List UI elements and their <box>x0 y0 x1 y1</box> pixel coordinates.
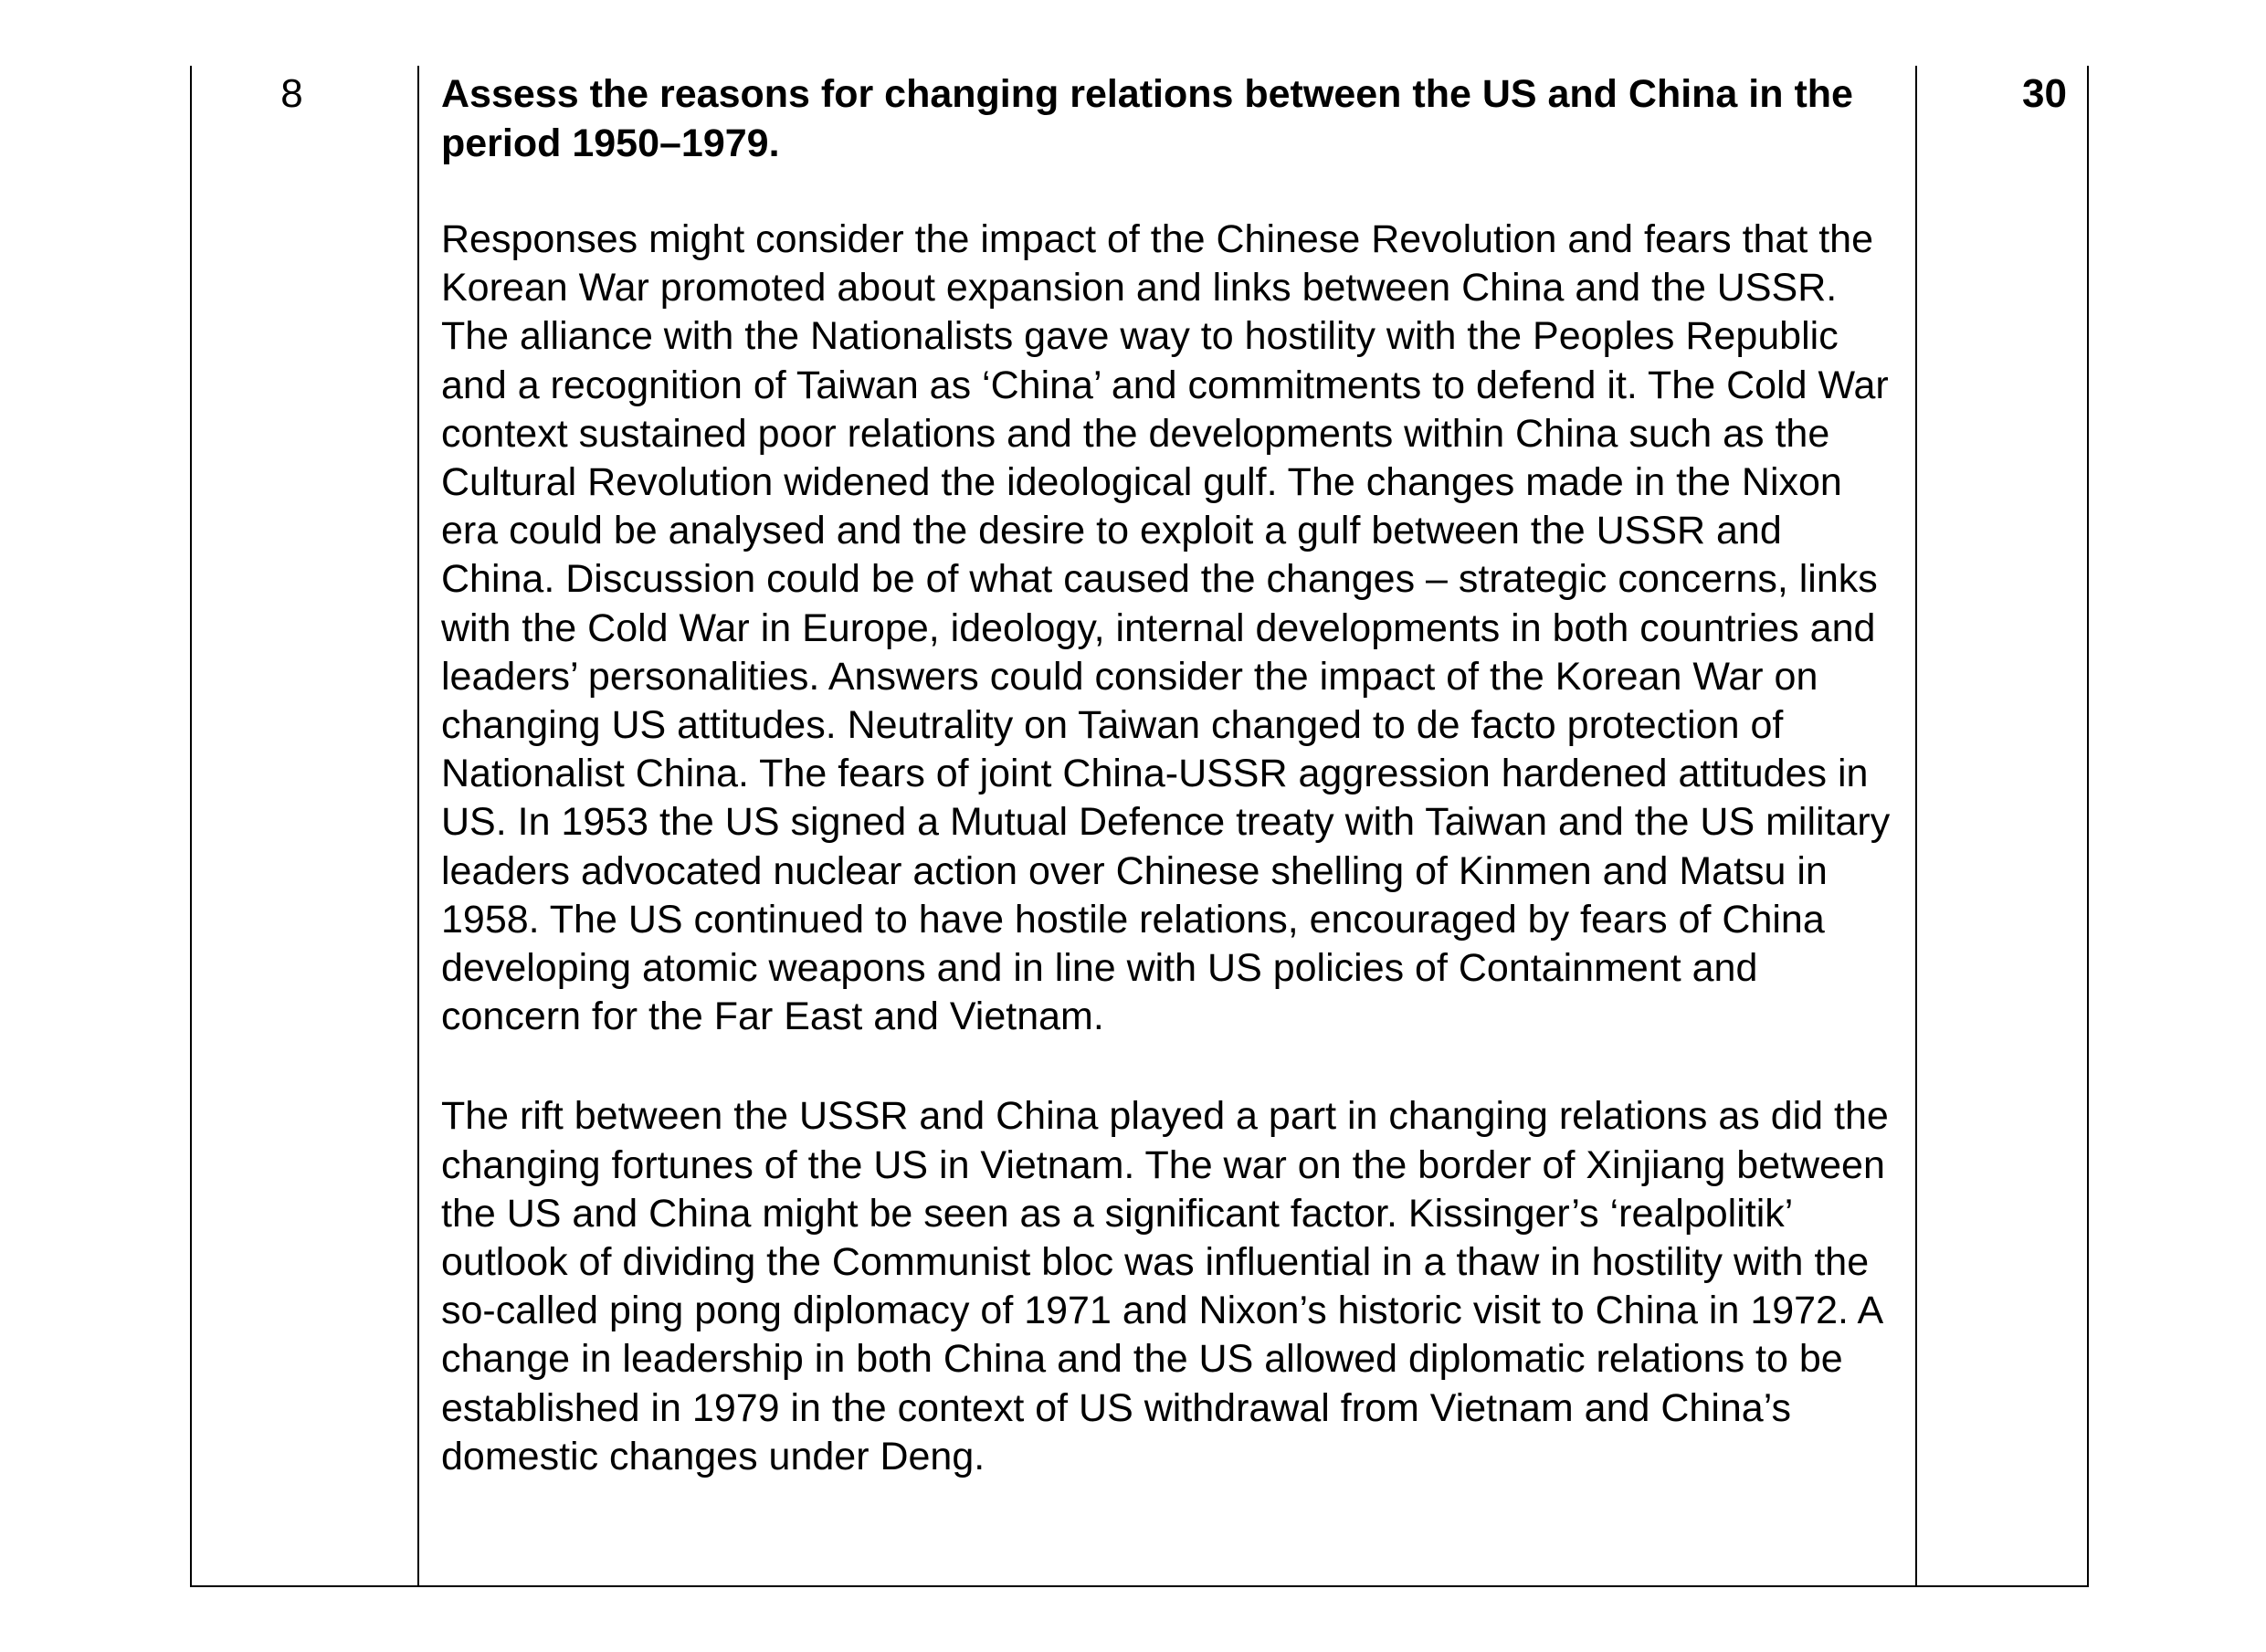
question-content-cell <box>418 66 1916 1586</box>
mark-scheme-table <box>190 66 2089 1587</box>
question-title: Assess the reasons for changing relations between the US and China in the period 1950–1979. <box>441 72 1853 165</box>
question-number: 8 <box>280 71 303 116</box>
guidance-paragraph-1: Responses might consider the impact of the Chinese Revolution and fears that the Korean War promoted about expansion and links between China and the USSR. The alliance with the Nationalists gave way to hostility with the Peoples Republic and a recognition of Taiwan as ‘China’ and commitments to defend it. The Cold War context sustained poor relations and the developments within China such as the Cultural Revolution widened the ideological gulf. The changes made in the Nixon era could be analysed and the desire to exploit a gulf between the USSR and China. Discussion could be of what caused the changes – strategic concerns, links with the Cold War in Europe, ideology, internal developments in both countries and leaders’ personalities. Answers could consider the impact of the Korean War on changing US attitudes. Neutrality on Taiwan changed to de facto protection of Nationalist China. The fears of joint China-USSR aggression hardened attitudes in US. In 1953 the US signed a Mutual Defence treaty with Taiwan and the US military leaders advocated nuclear action over Chinese shelling of Kinmen and Matsu in 1958. The US continued to have hostile relations, encouraged by fears of China developing atomic weapons and in line with US policies of Containment and concern for the Far East and Vietnam. <box>441 217 1891 1039</box>
guidance-paragraph-2: The rift between the USSR and China played a part in changing relations as did the changing fortunes of the US in Vietnam. The war on the border of Xinjiang between the US and China might be seen as a significant factor. Kissinger’s ‘realpolitik’ outlook of dividing the Communist bloc was influential in a thaw in hostility with the so-called ping pong diplomacy of 1971 and Nixon’s historic visit to China in 1972. A change in leadership in both China and the US allowed diplomatic relations to be established in 1979 in the context of US withdrawal from Vietnam and China’s domestic changes under Deng. <box>441 1094 1889 1478</box>
marks-cell <box>1916 66 2088 1586</box>
question-row <box>191 66 2088 1586</box>
question-number-cell <box>191 66 418 1586</box>
marks-value: 30 <box>2022 71 2067 116</box>
